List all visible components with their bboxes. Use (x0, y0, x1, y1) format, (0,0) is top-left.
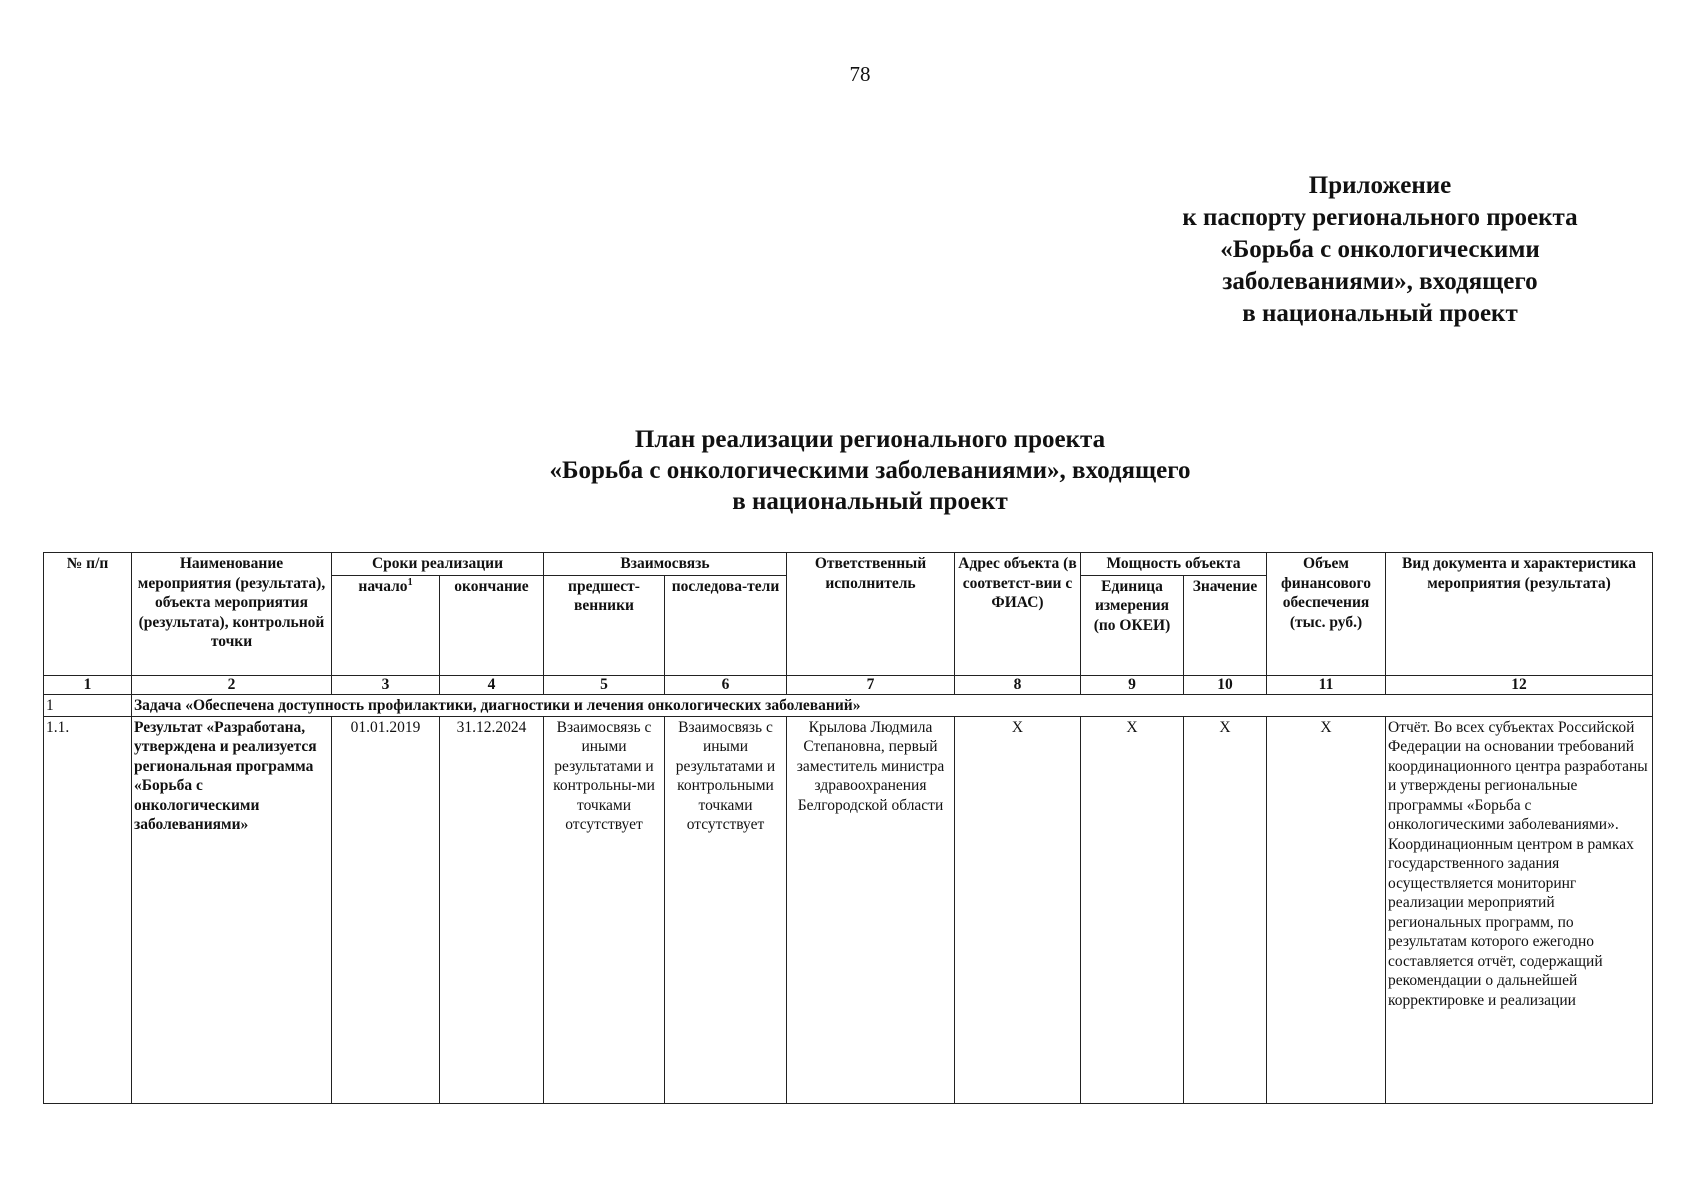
column-number: 2 (132, 675, 332, 694)
column-number: 11 (1267, 675, 1386, 694)
header-predecessors: предшест-венники (544, 575, 665, 675)
page-number: 78 (849, 62, 871, 86)
row-num: 1.1. (44, 716, 132, 1103)
header-name: Наименование мероприятия (результата), объекта мероприятия (результата), контрольной точки (132, 553, 332, 676)
column-number: 7 (787, 675, 955, 694)
header-funding: Объем финансового обеспечения (тыс. руб.) (1267, 553, 1386, 676)
header-terms: Сроки реализации (332, 553, 544, 576)
column-number: 12 (1386, 675, 1653, 694)
column-number: 6 (665, 675, 787, 694)
annex-line: Приложение (1308, 172, 1452, 199)
task-text: Задача «Обеспечена доступность профилактики, диагностики и лечения онкологических заболеваний» (132, 694, 1653, 716)
annex-line: в национальный проект (1242, 300, 1518, 327)
row-unit: X (1081, 716, 1184, 1103)
column-number: 5 (544, 675, 665, 694)
annex-heading (1120, 170, 1640, 330)
annex-line: «Борьба с онкологическими (1220, 236, 1540, 263)
column-number: 8 (955, 675, 1081, 694)
row-end-date: 31.12.2024 (440, 716, 544, 1103)
column-number: 3 (332, 675, 440, 694)
plan-table (43, 552, 1653, 1104)
footnote-mark: 1 (407, 576, 413, 588)
header-start (332, 575, 440, 675)
row-value: X (1184, 716, 1267, 1103)
row-name: Результат «Разработана, утверждена и реализуется региональная программа «Борьба с онкологическими заболеваниями» (132, 716, 332, 1103)
header-row-1 (44, 553, 1653, 576)
column-number: 4 (440, 675, 544, 694)
header-successors: последова-тели (665, 575, 787, 675)
header-start-label: начало (358, 577, 408, 595)
annex-line: к паспорту регионального проекта (1182, 204, 1578, 231)
header-unit: Единица измерения (по ОКЕИ) (1081, 575, 1184, 675)
row-funding: X (1267, 716, 1386, 1103)
row-responsible: Крылова Людмила Степановна, первый заместитель министра здравоохранения Белгородской области (787, 716, 955, 1103)
header-doc-type: Вид документа и характеристика мероприятия (результата) (1386, 553, 1653, 676)
header-responsible: Ответственный исполнитель (787, 553, 955, 676)
header-end: окончание (440, 575, 544, 675)
column-numbers-row (44, 675, 1653, 694)
table-row (44, 716, 1653, 1103)
title-line: «Борьба с онкологическими заболеваниями», входящего (549, 457, 1191, 484)
task-num: 1 (44, 694, 132, 716)
column-number: 9 (1081, 675, 1184, 694)
header-capacity: Мощность объекта (1081, 553, 1267, 576)
column-number: 10 (1184, 675, 1267, 694)
header-value: Значение (1184, 575, 1267, 675)
header-num: № п/п (44, 553, 132, 676)
header-relation: Взаимосвязь (544, 553, 787, 576)
title-line: План реализации регионального проекта (634, 426, 1106, 453)
row-start-date: 01.01.2019 (332, 716, 440, 1103)
column-number: 1 (44, 675, 132, 694)
title-line: в национальный проект (732, 488, 1008, 515)
row-doc-type: Отчёт. Во всех субъектах Российской Федерации на основании требований координационного центра разработаны и утверждены региональные программы «Борьба с онкологическими заболеваниями». Координационным центром в рамках государственного задания осуществляется мониторинг реализации мероприятий региональных программ, по результатам которого ежегодно составляется отчёт, содержащий рекомендации о дальнейшей корректировке и реализации (1386, 716, 1653, 1103)
plan-title (370, 424, 1370, 517)
row-address: X (955, 716, 1081, 1103)
row-predecessors: Взаимосвязь с иными результатами и контрольны-ми точками отсутствует (544, 716, 665, 1103)
header-address: Адрес объекта (в соответст-вии с ФИАС) (955, 553, 1081, 676)
annex-line: заболеваниями», входящего (1222, 268, 1538, 295)
row-successors: Взаимосвязь с иными результатами и контрольными точками отсутствует (665, 716, 787, 1103)
task-row (44, 694, 1653, 716)
